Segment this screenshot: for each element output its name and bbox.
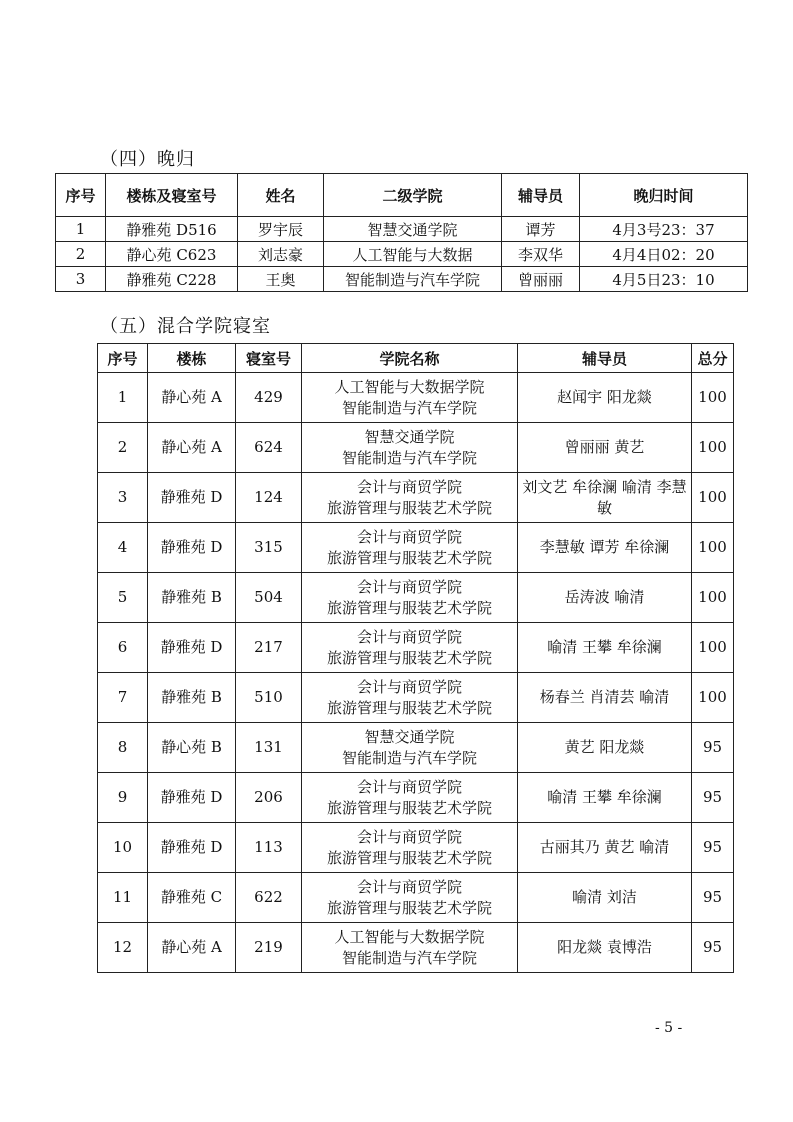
table-row xyxy=(98,623,734,673)
header-cell: 楼栋及寝室号 xyxy=(106,174,238,217)
building-cell: 静雅苑 D xyxy=(148,823,236,873)
college-cell xyxy=(302,623,518,673)
college-cell xyxy=(302,823,518,873)
college-line: 人工智能与大数据学院 xyxy=(334,377,485,396)
header-cell: 序号 xyxy=(98,344,148,373)
room-cell: 315 xyxy=(236,523,302,573)
counselor-cell: 杨春兰 肖清芸 喻清 xyxy=(518,673,692,723)
college-cell xyxy=(302,373,518,423)
counselor-cell: 刘文艺 牟徐澜 喻清 李慧敏 xyxy=(518,473,692,523)
table-row xyxy=(98,923,734,973)
college-line: 旅游管理与服装艺术学院 xyxy=(326,498,492,517)
college-cell xyxy=(302,523,518,573)
college-line: 会计与商贸学院 xyxy=(356,527,462,546)
college-line: 旅游管理与服装艺术学院 xyxy=(326,648,492,667)
table-cell: 2 xyxy=(56,242,106,267)
score-cell: 100 xyxy=(692,473,734,523)
row-number-cell: 11 xyxy=(98,873,148,923)
row-number-cell: 12 xyxy=(98,923,148,973)
building-cell: 静雅苑 B xyxy=(148,673,236,723)
score-cell: 100 xyxy=(692,423,734,473)
counselor-cell: 赵闻宇 阳龙燚 xyxy=(518,373,692,423)
building-cell: 静雅苑 C xyxy=(148,873,236,923)
row-number-cell: 10 xyxy=(98,823,148,873)
table-cell: 4月5日23：10 xyxy=(580,267,748,292)
header-cell: 总分 xyxy=(692,344,734,373)
score-cell: 100 xyxy=(692,573,734,623)
room-cell: 124 xyxy=(236,473,302,523)
table-cell: 谭芳 xyxy=(502,217,580,242)
table-row xyxy=(56,267,748,292)
table-row xyxy=(98,673,734,723)
table-cell: 4月4日02：20 xyxy=(580,242,748,267)
row-number-cell: 8 xyxy=(98,723,148,773)
college-line: 会计与商贸学院 xyxy=(356,827,462,846)
table-cell: 静雅苑 D516 xyxy=(106,217,238,242)
table-cell: 人工智能与大数据 xyxy=(324,242,502,267)
score-cell: 100 xyxy=(692,523,734,573)
counselor-cell: 曾丽丽 黄艺 xyxy=(518,423,692,473)
row-number-cell: 2 xyxy=(98,423,148,473)
college-line: 旅游管理与服装艺术学院 xyxy=(326,598,492,617)
table-row xyxy=(98,723,734,773)
score-cell: 95 xyxy=(692,773,734,823)
row-number-cell: 6 xyxy=(98,623,148,673)
building-cell: 静雅苑 D xyxy=(148,473,236,523)
room-cell: 217 xyxy=(236,623,302,673)
score-cell: 95 xyxy=(692,873,734,923)
table-row xyxy=(98,473,734,523)
college-line: 会计与商贸学院 xyxy=(356,877,462,896)
college-line: 旅游管理与服装艺术学院 xyxy=(326,548,492,567)
table-row xyxy=(98,573,734,623)
table-cell: 4月3号23：37 xyxy=(580,217,748,242)
table-row xyxy=(56,242,748,267)
college-line: 智能制造与汽车学院 xyxy=(341,948,477,967)
room-cell: 622 xyxy=(236,873,302,923)
table-cell: 1 xyxy=(56,217,106,242)
table-row xyxy=(98,373,734,423)
college-line: 会计与商贸学院 xyxy=(356,677,462,696)
college-line: 智能制造与汽车学院 xyxy=(341,398,477,417)
header-cell: 辅导员 xyxy=(502,174,580,217)
college-cell xyxy=(302,423,518,473)
room-cell: 429 xyxy=(236,373,302,423)
table-row xyxy=(98,523,734,573)
table-cell: 静心苑 C623 xyxy=(106,242,238,267)
room-cell: 206 xyxy=(236,773,302,823)
row-number-cell: 1 xyxy=(98,373,148,423)
room-cell: 510 xyxy=(236,673,302,723)
counselor-cell: 喻清 刘洁 xyxy=(518,873,692,923)
building-cell: 静心苑 A xyxy=(148,423,236,473)
header-cell: 序号 xyxy=(56,174,106,217)
college-line: 会计与商贸学院 xyxy=(356,777,462,796)
counselor-cell: 岳涛波 喻清 xyxy=(518,573,692,623)
room-cell: 624 xyxy=(236,423,302,473)
college-line: 人工智能与大数据学院 xyxy=(334,927,485,946)
row-number-cell: 3 xyxy=(98,473,148,523)
room-cell: 504 xyxy=(236,573,302,623)
college-line: 智能制造与汽车学院 xyxy=(341,748,477,767)
college-cell xyxy=(302,473,518,523)
table-row xyxy=(98,423,734,473)
section-title-late-return: （四）晚归 xyxy=(100,149,195,170)
room-cell: 113 xyxy=(236,823,302,873)
college-cell xyxy=(302,773,518,823)
table-cell: 智慧交通学院 xyxy=(324,217,502,242)
header-cell: 姓名 xyxy=(238,174,324,217)
college-cell xyxy=(302,923,518,973)
header-cell: 学院名称 xyxy=(302,344,518,373)
header-cell: 辅导员 xyxy=(518,344,692,373)
score-cell: 95 xyxy=(692,723,734,773)
table-row xyxy=(98,823,734,873)
row-number-cell: 5 xyxy=(98,573,148,623)
header-cell: 寝室号 xyxy=(236,344,302,373)
building-cell: 静心苑 A xyxy=(148,373,236,423)
table-row xyxy=(98,773,734,823)
counselor-cell: 喻清 王攀 牟徐澜 xyxy=(518,623,692,673)
building-cell: 静雅苑 D xyxy=(148,523,236,573)
late-return-table xyxy=(55,173,748,292)
counselor-cell: 黄艺 阳龙燚 xyxy=(518,723,692,773)
building-cell: 静心苑 A xyxy=(148,923,236,973)
college-line: 旅游管理与服装艺术学院 xyxy=(326,898,492,917)
table-cell: 3 xyxy=(56,267,106,292)
header-cell: 晚归时间 xyxy=(580,174,748,217)
row-number-cell: 9 xyxy=(98,773,148,823)
row-number-cell: 4 xyxy=(98,523,148,573)
building-cell: 静雅苑 B xyxy=(148,573,236,623)
table-row xyxy=(98,873,734,923)
college-line: 智慧交通学院 xyxy=(364,727,455,746)
header-cell: 二级学院 xyxy=(324,174,502,217)
building-cell: 静雅苑 D xyxy=(148,623,236,673)
header-cell: 楼栋 xyxy=(148,344,236,373)
college-line: 会计与商贸学院 xyxy=(356,577,462,596)
table-cell: 王奥 xyxy=(238,267,324,292)
room-cell: 131 xyxy=(236,723,302,773)
college-line: 旅游管理与服装艺术学院 xyxy=(326,798,492,817)
score-cell: 95 xyxy=(692,923,734,973)
college-line: 会计与商贸学院 xyxy=(356,477,462,496)
score-cell: 100 xyxy=(692,673,734,723)
table-cell: 刘志豪 xyxy=(238,242,324,267)
score-cell: 95 xyxy=(692,823,734,873)
college-cell xyxy=(302,573,518,623)
building-cell: 静雅苑 D xyxy=(148,773,236,823)
table-row xyxy=(56,217,748,242)
table-header-row xyxy=(98,344,734,373)
counselor-cell: 古丽其乃 黄艺 喻清 xyxy=(518,823,692,873)
college-line: 会计与商贸学院 xyxy=(356,627,462,646)
college-cell xyxy=(302,673,518,723)
table-cell: 静雅苑 C228 xyxy=(106,267,238,292)
college-line: 旅游管理与服装艺术学院 xyxy=(326,848,492,867)
table-cell: 智能制造与汽车学院 xyxy=(324,267,502,292)
counselor-cell: 阳龙燚 袁博浩 xyxy=(518,923,692,973)
score-cell: 100 xyxy=(692,623,734,673)
table-cell: 曾丽丽 xyxy=(502,267,580,292)
room-cell: 219 xyxy=(236,923,302,973)
counselor-cell: 喻清 王攀 牟徐澜 xyxy=(518,773,692,823)
counselor-cell: 李慧敏 谭芳 牟徐澜 xyxy=(518,523,692,573)
college-cell xyxy=(302,723,518,773)
college-line: 智能制造与汽车学院 xyxy=(341,448,477,467)
section-title-mixed-dorm: （五）混合学院寝室 xyxy=(100,316,271,337)
page-number: - 5 - xyxy=(655,1020,683,1036)
college-line: 旅游管理与服装艺术学院 xyxy=(326,698,492,717)
row-number-cell: 7 xyxy=(98,673,148,723)
table-cell: 罗宇辰 xyxy=(238,217,324,242)
building-cell: 静心苑 B xyxy=(148,723,236,773)
college-cell xyxy=(302,873,518,923)
table-cell: 李双华 xyxy=(502,242,580,267)
mixed-dorm-table xyxy=(97,343,734,973)
score-cell: 100 xyxy=(692,373,734,423)
college-line: 智慧交通学院 xyxy=(364,427,455,446)
table-header-row xyxy=(56,174,748,217)
